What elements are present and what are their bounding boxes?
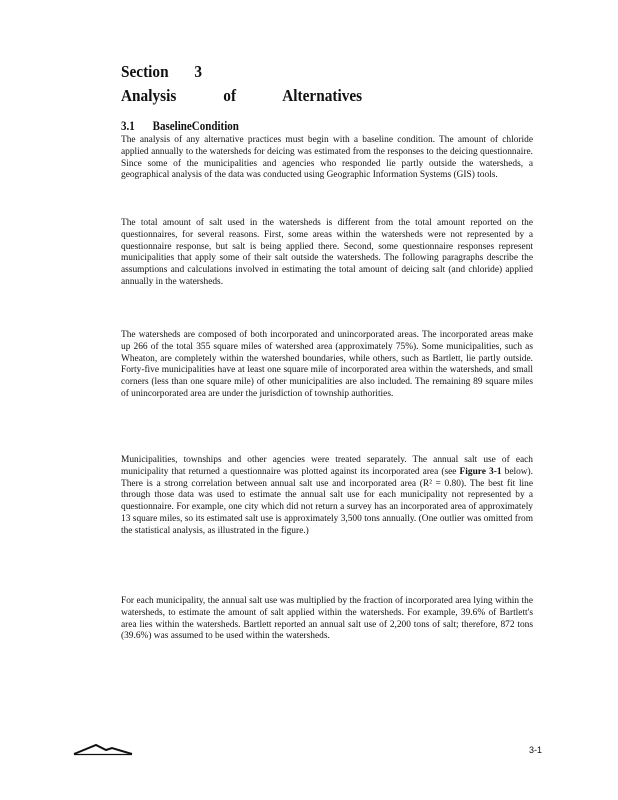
figure-reference-link[interactable]: Figure 3-1 [459, 466, 502, 477]
paragraph-4-part-b: below). There is a strong correlation between annual salt use and incorporated area (R² = 0.80). The best fit line through those data was used to estimate the annual salt use for each municipality not represented by a questionnaire. For example, one city which did not return a survey has an incorporated area of approximately 13 square miles, so its estimated salt use is approximately 3,500 tons annually. (One outlier was omitted from the statistical analysis, as illustrated in the figure.) [121, 466, 534, 536]
section-number: 3 [194, 62, 202, 81]
page-number: 3-1 [529, 745, 543, 755]
paragraph-4-part-a: Municipalities, townships and other agencies were treated separately. The annual salt use of each municipality that returned a questionnaire was plotted against its incorporated area (see [121, 455, 533, 477]
section-word: Section [121, 62, 169, 81]
paragraph-4 [121, 455, 533, 538]
section-label [121, 62, 202, 82]
subsection-heading [121, 119, 239, 134]
subsection-title: BaselineCondition [152, 119, 239, 133]
mountain-logo-icon [72, 742, 134, 761]
paragraph-1: The analysis of any alternative practices must begin with a baseline condition. The amount of chloride applied annually to the watersheds for deicing was estimated from the responses to the deicing questionnaire. Since some of the municipalities and agencies who responded lie partly outside the watersheds, a geographical analysis of the data was conducted using Geographic Information Systems (GIS) tools. [121, 135, 533, 181]
paragraph-3: The watersheds are composed of both incorporated and unincorporated areas. The incorporated areas make up 266 of the total 355 square miles of watershed area (approximately 75%). Some municipalities, such as Wheaton, are completely within the watershed boundaries, while others, such as Bartlett, lie partly outside. Forty-five municipalities have at least one square mile of incorporated area within the watersheds, and small corners (less than one square mile) of other municipalities are also included. The remaining 89 square miles of unincorporated area are under the jurisdiction of township authorities. [121, 330, 533, 399]
paragraph-2: The total amount of salt used in the watersheds is different from the total amount reported on the questionnaires, for several reasons. First, some areas within the watersheds were not represented by a questionnaire response, but salt is being applied there. Second, some questionnaire responses represent municipalities that apply some of their salt outside the watersheds. The following paragraphs describe the assumptions and calculations involved in estimating the total amount of deicing salt (and chloride) applied annually in the watersheds. [121, 218, 533, 287]
paragraph-5: For each municipality, the annual salt use was multiplied by the fraction of incorporated area lying within the watersheds, to estimate the amount of salt applied within the watersheds. For example, 39.6% of Bartlett's area lies within the watersheds. Bartlett reported an annual salt use of 2,200 tons of salt; therefore, 872 tons (39.6%) was assumed to be used within the watersheds. [121, 596, 533, 642]
subsection-number: 3.1 [121, 119, 135, 133]
section-title: Analysis of Alternatives [121, 86, 363, 105]
